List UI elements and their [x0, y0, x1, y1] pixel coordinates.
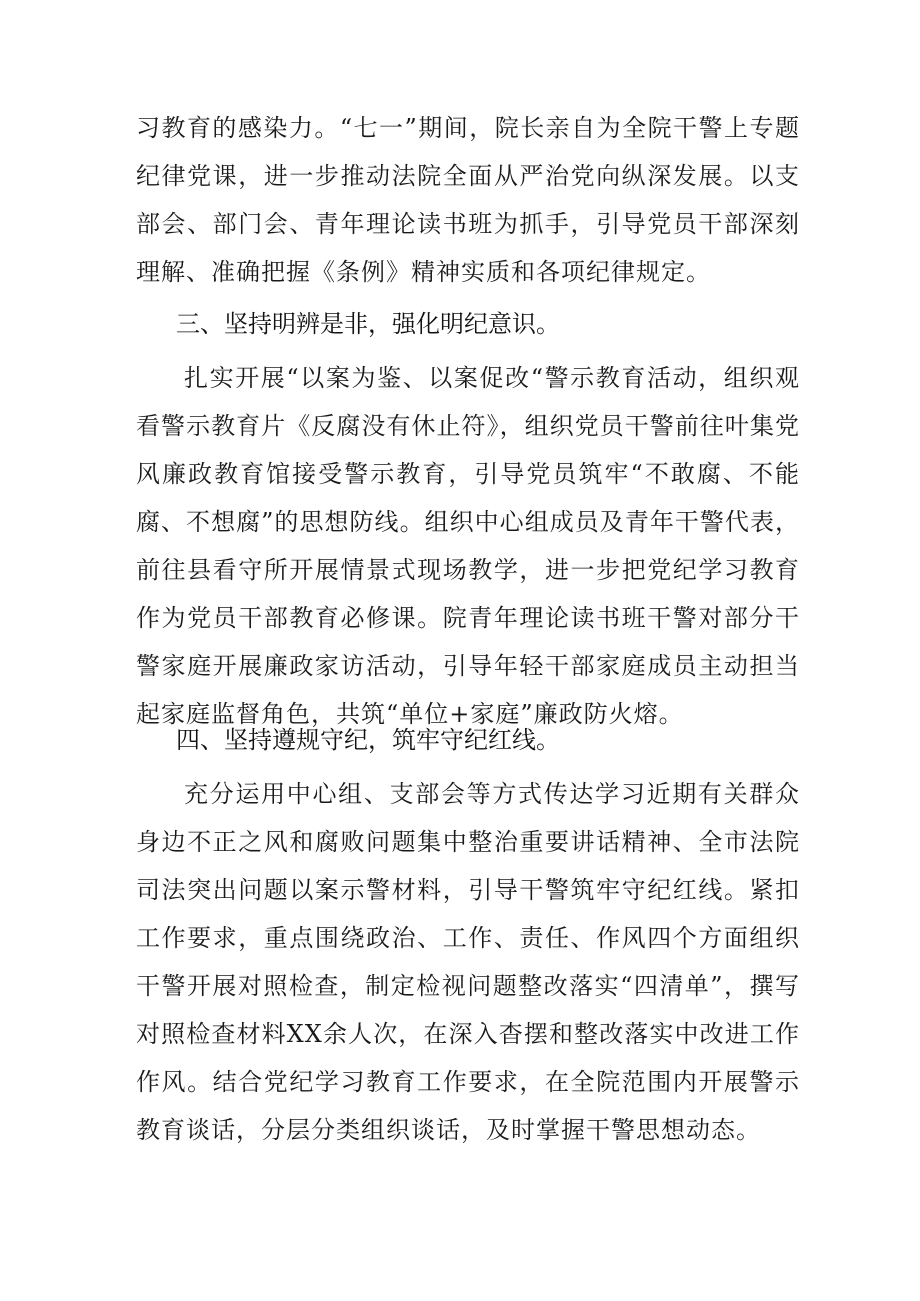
section-heading-three: 三、坚持明辨是非，强化明纪意识。 — [176, 310, 560, 338]
section-heading-four: 四、坚持遵规守纪，筑牢守纪红线。 — [176, 726, 560, 754]
paragraph-text: 习教育的感染力。“七一”期间，院长亲自为全院干警上专题纪律党课，进一步推动法院全面从严治党向纵深发展。以支部会、部门会、青年理论读书班为抓手，引导党员干部深刻理解、准确把握《条例》精神实质和各项纪律规定。 — [136, 114, 800, 286]
paragraph-text: 充分运用中心组、支部会等方式传达学习近期有关群众身边不正之风和腐败问题集中整治重要讲话精神、全市法院司法突出问题以案示警材料，引导干警筑牢守纪红线。紧扣工作要求，重点围绕政治、工作、责任、作风四个方面组织干警开展对照检查，制定检视问题整改落实“四清单”，撰写对照检查材料XX余人次，在深入杳摆和整改落实中改进工作作风。结合党纪学习教育工作要求，在全院范围内开展警示教育谈话，分层分类组织谈话，及时掌握干警思想动态。 — [136, 780, 800, 1144]
paragraph-text: 扎实开展“以案为鉴、以案促改“警示教育活动，组织观看警示教育片《反腐没有休止符》，组织党员干警前往叶集党风廉政教育馆接受警示教育，引导党员筑牢“不敢腐、不能腐、不想腐”的思想防线。组织中心组成员及青年干警代表，前往县看守所开展情景式现场教学，进一步把党纪学习教育作为党员干部教育必修课。院青年理论读书班干警对部分干警家庭开展廉政家访活动，引导年轻干部家庭成员主动担当起家庭监督角色，共筑“单位+家庭”廉政防火熔。 — [136, 364, 800, 728]
paragraph-section-three — [136, 354, 800, 738]
paragraph-section-four — [136, 770, 800, 1154]
paragraph-continued — [136, 104, 800, 296]
